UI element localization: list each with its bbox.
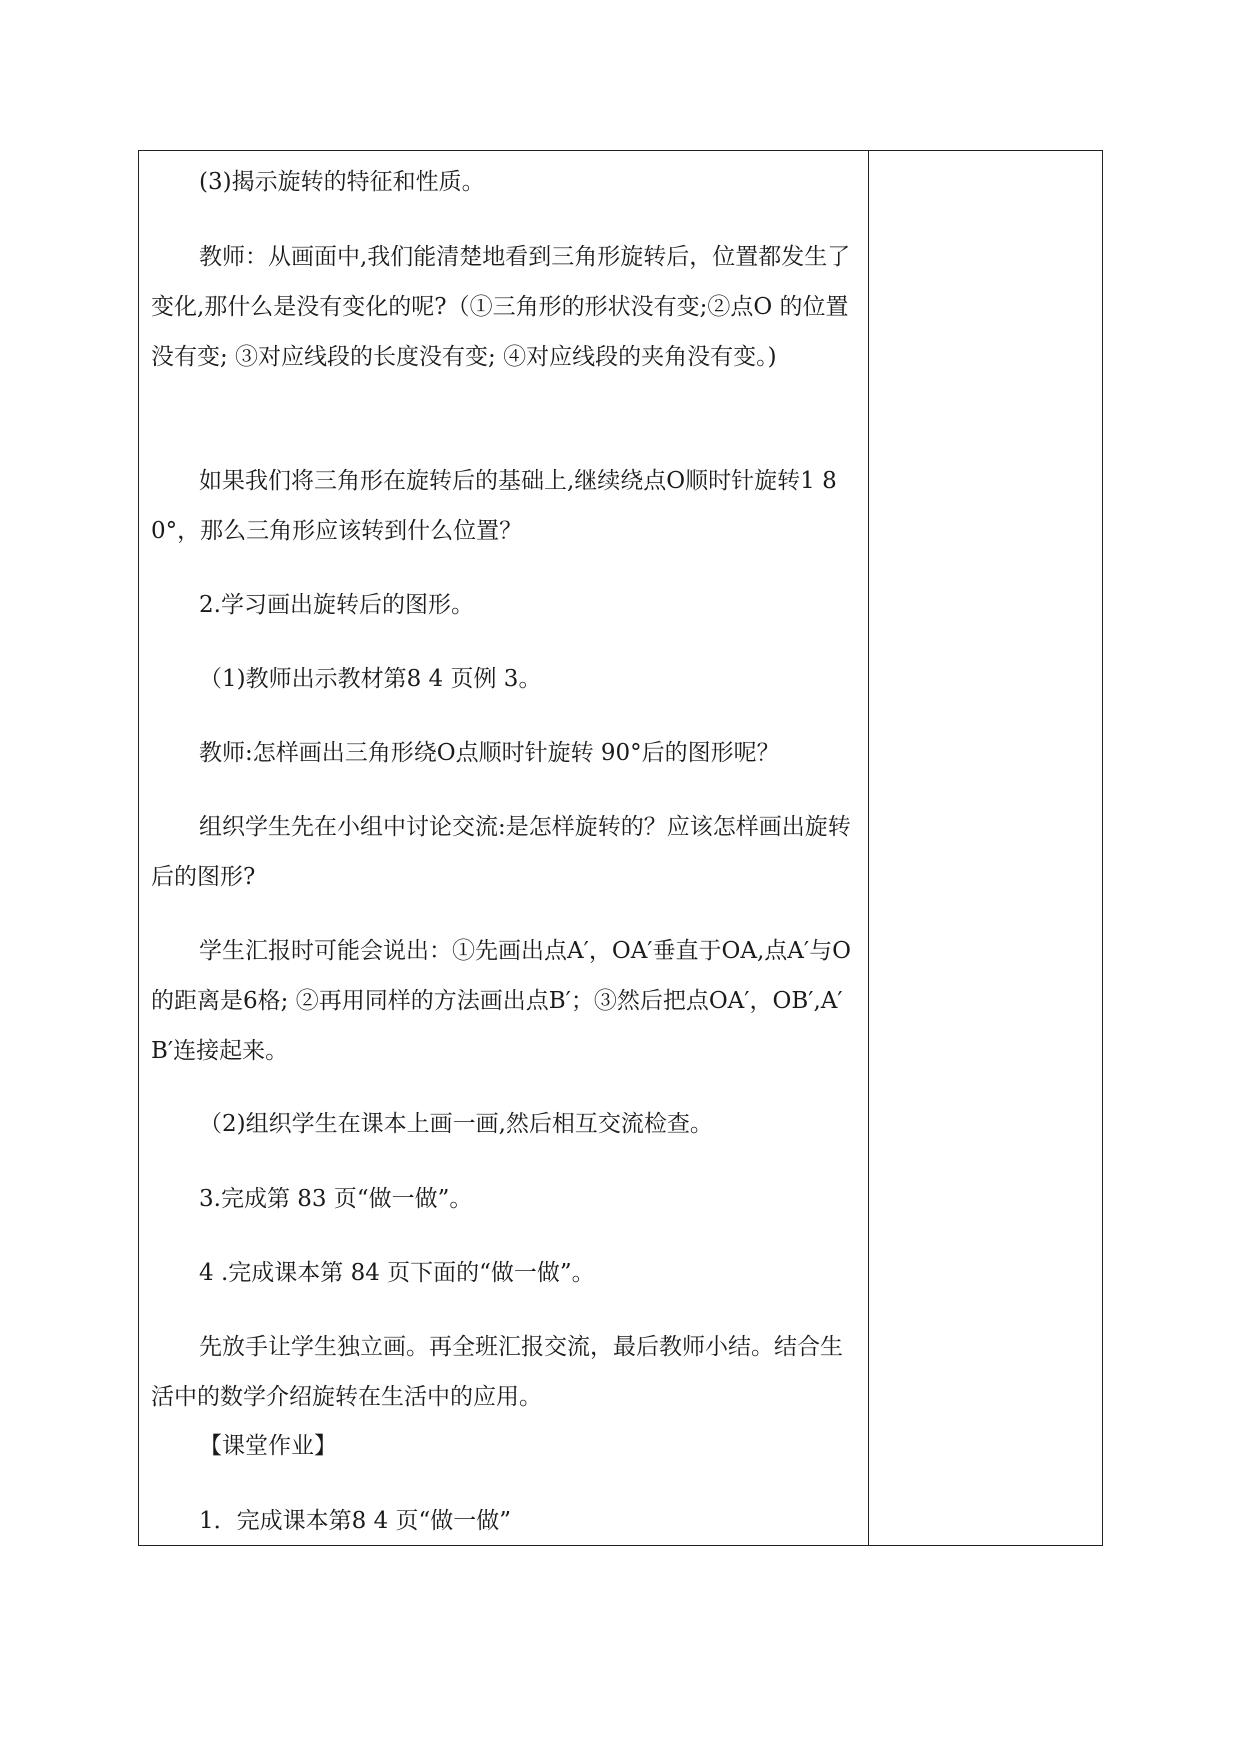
content-cell [139,151,868,1545]
paragraph-6: 教师:怎样画出三角形绕O点顺时针旋转 90°后的图形呢？ [199,740,780,766]
paragraph-1: (3)揭示旋转的特征和性质。 [199,169,485,195]
paragraph-12: 先放手让学生独立画。再全班汇报交流，最后教师小结。结合生活中的数学介绍旋转在生活中的应用。 [151,1334,843,1410]
lesson-table [138,150,1103,1546]
paragraph-5: （1)教师出示教材第8 4 页例 3。 [199,666,542,692]
notes-cell [870,151,1102,1545]
paragraph-10: 3.完成第 83 页“做一做”。 [199,1186,473,1212]
column-divider [868,151,869,1545]
section-heading-classwork: 【课堂作业】 [199,1433,337,1459]
paragraph-8: 学生汇报时可能会说出：①先画出点A′，OA′垂直于OA,点A′与O的距离是6格; ②再用同样的方法画出点B′；③然后把点OA′，OB′,A′ B′连接起来。 [151,938,851,1064]
paragraph-14: 1．完成课本第8 4 页“做一做” [199,1508,512,1534]
paragraph-3: 如果我们将三角形在旋转后的基础上,继续绕点O顺时针旋转1 80°，那么三角形应该转到什么位置？ [151,468,837,544]
paragraph-7: 组织学生先在小组中讨论交流:是怎样旋转的？应该怎样画出旋转后的图形? [151,814,851,890]
paragraph-11: 4 .完成课本第 84 页下面的“做一做”。 [199,1260,595,1286]
paragraph-9: （2)组织学生在课本上画一画,然后相互交流检查。 [199,1111,713,1137]
paragraph-2: 教师：从画面中,我们能清楚地看到三角形旋转后，位置都发生了变化,那什么是没有变化的呢?（①三角形的形状没有变;②点O 的位置没有变; ③对应线段的长度没有变; ④对应线段的夹角没有变。) [151,244,851,370]
paragraph-4: 2.学习画出旋转后的图形。 [199,592,474,618]
